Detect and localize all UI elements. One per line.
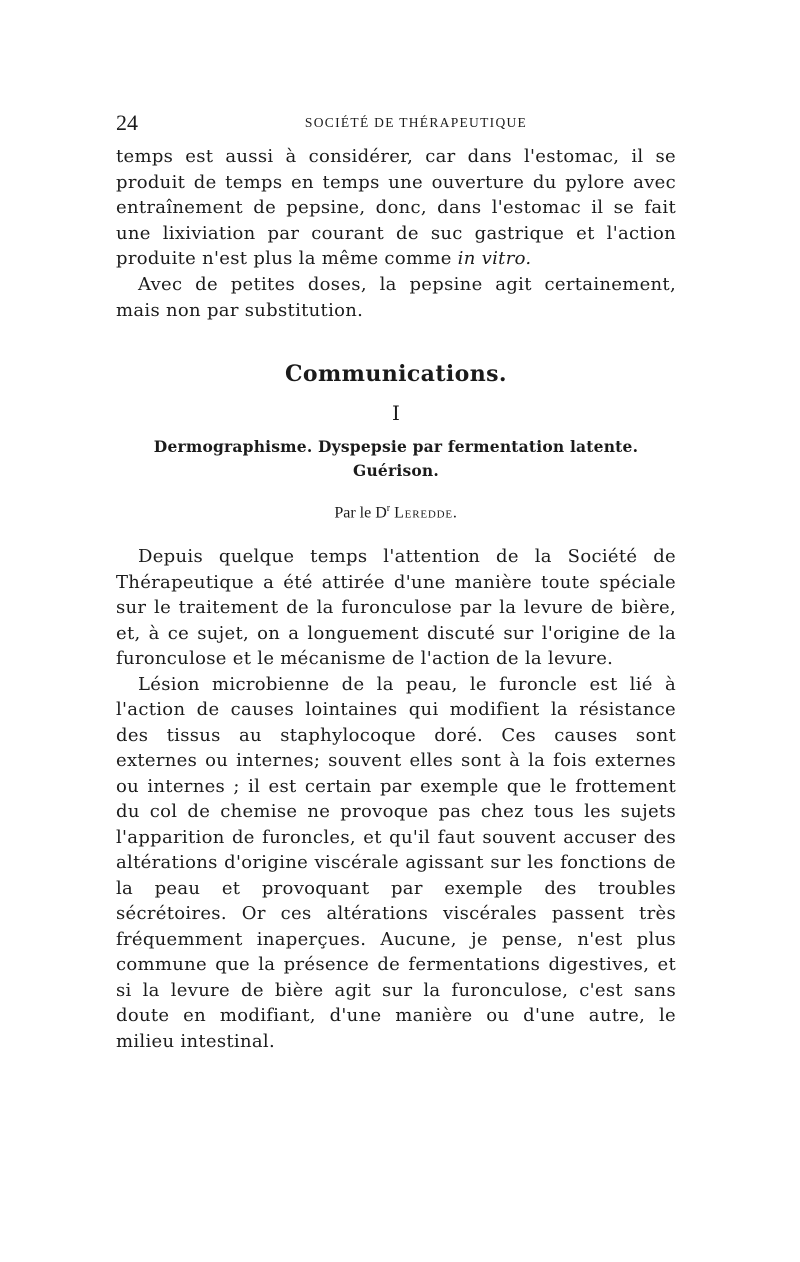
byline bbox=[116, 503, 676, 522]
intro-text bbox=[116, 144, 676, 323]
intro-paragraph-1 bbox=[116, 144, 676, 272]
section-title: Communications. bbox=[285, 361, 507, 388]
byline-author: Leredde. bbox=[394, 504, 458, 522]
intro-paragraph-2: Avec de petites doses, la pepsine agit certainement, mais non par substitution. bbox=[116, 273, 676, 321]
article-paragraph-1: Depuis quelque temps l'attention de la Société de Thérapeutique a été attirée d'une manière toute spéciale sur le traitement de la furonculose par la levure de bière, et, à ce sujet, on a longuement discuté sur l'origine de la furonculose et le mécanisme de l'action de la levure. bbox=[116, 546, 676, 670]
section-numeral: I bbox=[392, 401, 400, 426]
intro-paragraph-1-italic: in vitro. bbox=[457, 248, 532, 270]
running-title: SOCIÉTÉ DE THÉRAPEUTIQUE bbox=[304, 115, 528, 130]
intro-paragraph-1-text: temps est aussi à considérer, car dans l'estomac, il se produit de temps en temps une ouverture du pylore avec entraînement de pepsine, donc, dans l'estomac il se fait une lixiviation par courant de suc gastrique et l'action produite n'est plus la même comme bbox=[116, 146, 676, 270]
article-body bbox=[116, 544, 676, 1054]
document-page bbox=[116, 110, 676, 1054]
byline-sup: r bbox=[386, 503, 391, 515]
article-title-line-1: Dermographisme. Dyspepsie par fermentation latente. bbox=[153, 437, 639, 457]
article-title-line-2: Guérison. bbox=[353, 461, 439, 481]
byline-prefix: Par le D bbox=[334, 504, 387, 522]
article-title bbox=[116, 435, 676, 483]
running-header bbox=[116, 110, 676, 138]
page-number: 24 bbox=[116, 110, 138, 135]
article-paragraph-2: Lésion microbienne de la peau, le furoncle est lié à l'action de causes lointaines qui modifient la résistance des tissus au staphylocoque doré. Ces causes sont externes ou internes; souvent elles sont à la fois externes ou internes ; il est certain par exemple que le frottement du col de chemise ne provoque pas chez tous les sujets l'apparition de furoncles, et qu'il faut souvent accuser des altérations d'origine viscérale agissant sur les fonctions de la peau et provoquant par exemple des troubles sécrétoires. Or ces altérations viscérales passent très fréquemment inaperçues. Aucune, je pense, n'est plus commune que la présence de fermentations digestives, et si la levure de bière agit sur la furonculose, c'est sans doute en modifiant, d'une manière ou d'une autre, le milieu intestinal. bbox=[116, 673, 676, 1052]
